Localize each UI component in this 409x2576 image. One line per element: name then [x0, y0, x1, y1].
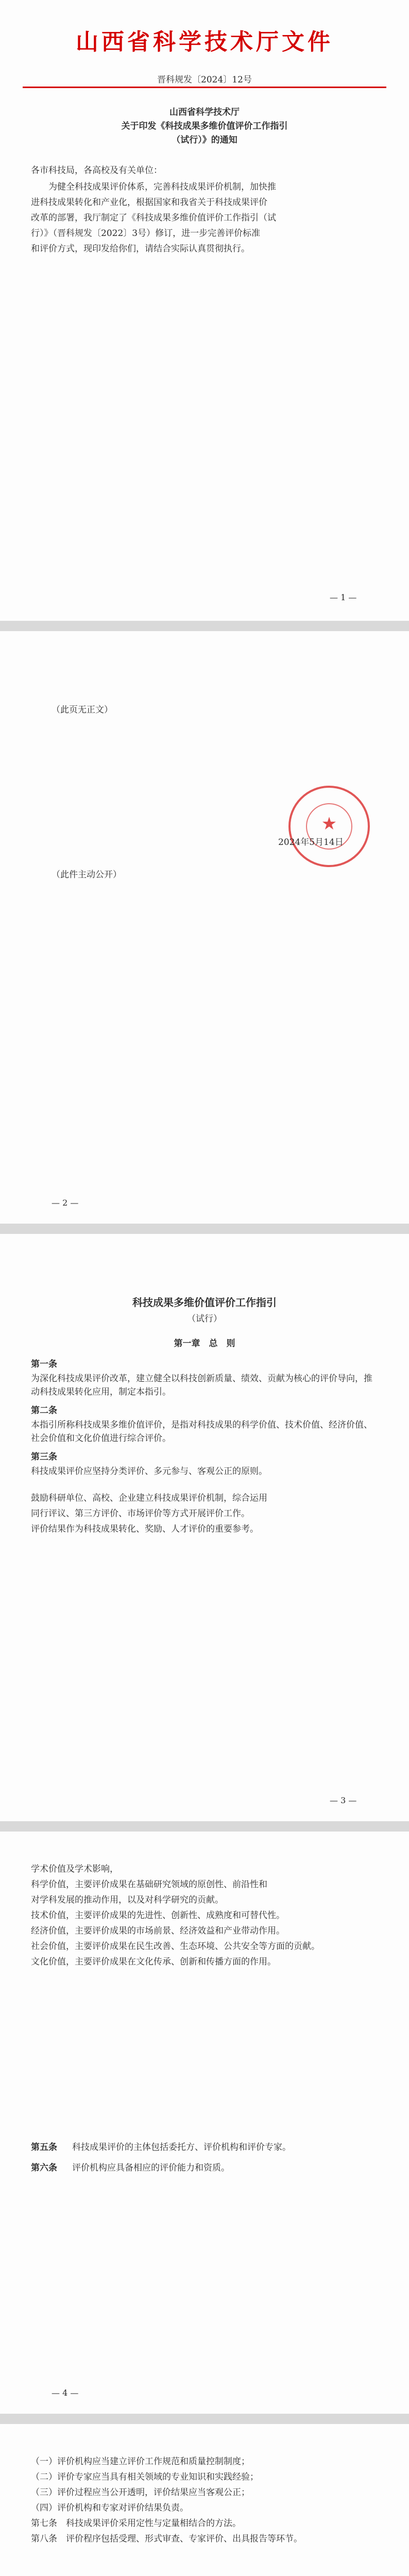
body-line: 文化价值，主要评价成果在文化传承、创新和传播方面的作用。 — [31, 1957, 276, 1967]
article-label: 第六条 — [31, 2163, 57, 2173]
body-line: 对学科发展的推动作用，以及对科学研究的贡献。 — [31, 1895, 224, 1905]
document-number: 晋科规发〔2024〕12号 — [157, 75, 252, 85]
article-label: 第二条 — [31, 1405, 57, 1416]
disclosure-note: （此件主动公开） — [52, 870, 122, 880]
body-line: 同行评议、第三方评价、市场评价等方式开展评价工作。 — [31, 1509, 250, 1519]
page-gap — [0, 1821, 409, 1832]
page-4 — [0, 1832, 409, 2414]
notice-body-line: 和评价方式，现印发给你们，请结合实际认真贯彻执行。 — [31, 244, 250, 254]
page-gap — [0, 2414, 409, 2424]
notice-body-line: 行）》（晋科规发〔2022〕3号）修订，进一步完善评价标准 — [31, 228, 261, 239]
body-line: 第七条 科技成果评价采用定性与定量相结合的方法。 — [31, 2518, 241, 2529]
body-line: （二）评价专家应当具有相关领域的专业知识和实践经验； — [31, 2472, 259, 2482]
article-label: 第五条 — [31, 2142, 57, 2153]
page-number: — 2 — — [52, 1198, 79, 1208]
body-line: （一）评价机构应当建立评价工作规范和质量控制制度； — [31, 2456, 250, 2467]
page-gap — [0, 621, 409, 631]
page-5 — [0, 2424, 409, 2576]
body-line: 第八条 评价程序包括受理、形式审查、专家评价、出具报告等环节。 — [31, 2534, 302, 2544]
notice-title-line1: 关于印发《科技成果多维价值评价工作指引 — [121, 121, 288, 131]
guide-subtitle: （试行） — [187, 1314, 222, 1324]
notice-body-line: 为健全科技成果评价体系，完善科技成果评价机制，加快推 — [31, 182, 276, 192]
page-3 — [0, 1234, 409, 1821]
article-label: 第一条 — [31, 1359, 57, 1369]
notice-issuer: 山西省科学技术厅 — [169, 107, 240, 117]
notice-title-line2: （试行）》的通知 — [172, 135, 237, 145]
body-line: （三）评价过程应当公开透明，评价结果应当客观公正； — [31, 2487, 250, 2498]
notice-body-line: 进科技成果转化和产业化，根据国家和我省关于科技成果评价 — [31, 197, 267, 208]
chapter-heading: 第一章 总 则 — [174, 1338, 235, 1349]
page-1 — [0, 0, 409, 621]
notice-body-line: 改革的部署，我厅制定了《科技成果多维价值评价工作指引（试 — [31, 213, 276, 223]
article-text: 科技成果评价的主体包括委托方、评价机构和评价专家。 — [72, 2142, 291, 2153]
article-text: 科技成果评价应坚持分类评价、多元参与、客观公正的原则。 — [31, 1466, 267, 1477]
page-number: — 3 — — [330, 1795, 357, 1805]
body-line: 社会价值，主要评价成果在民生改善、生态环境、公共安全等方面的贡献。 — [31, 1941, 320, 1952]
article-text: 评价机构应具备相应的评价能力和资质。 — [72, 2163, 230, 2173]
body-line: 学术价值及学术影响， — [31, 1864, 118, 1874]
page-gap — [0, 1224, 409, 1234]
body-line: 科学价值，主要评价成果在基础研究领域的原创性、前沿性和 — [31, 1879, 267, 1890]
notice-addressee: 各市科技局，各高校及有关单位： — [31, 165, 162, 176]
no-text-note: （此页无正文） — [52, 705, 113, 715]
body-line: 评价结果作为科技成果转化、奖励、人才评价的重要参考。 — [31, 1524, 259, 1534]
body-line: （四）评价机构和专家对评价结果负责。 — [31, 2503, 189, 2513]
guide-title: 科技成果多维价值评价工作指引 — [132, 1296, 277, 1309]
red-header-title: 山西省科学技术厅文件 — [76, 29, 333, 55]
red-divider — [23, 87, 386, 88]
article-label: 第三条 — [31, 1452, 57, 1462]
issue-date: 2024年5月14日 — [278, 837, 344, 848]
page-number: — 4 — — [52, 2388, 79, 2398]
article-text: 本指引所称科技成果多维价值评价，是指对科技成果的科学价值、技术价值、经济价值、社会价值和文化价值进行综合评价。 — [31, 1420, 372, 1444]
body-line: 经济价值，主要评价成果的市场前景、经济效益和产业带动作用。 — [31, 1926, 285, 1936]
star-icon: ★ — [321, 814, 337, 834]
body-line: 技术价值，主要评价成果的先进性、创新性、成熟度和可替代性。 — [31, 1910, 285, 1921]
official-seal — [288, 786, 370, 867]
page-2 — [0, 631, 409, 1224]
article-text: 为深化科技成果评价改革，建立健全以科技创新质量、绩效、贡献为核心的评价导向，推动科技成果转化应用，制定本指引。 — [31, 1374, 372, 1397]
page-number: — 1 — — [330, 592, 357, 602]
body-line: 鼓励科研单位、高校、企业建立科技成果评价机制，综合运用 — [31, 1493, 267, 1503]
